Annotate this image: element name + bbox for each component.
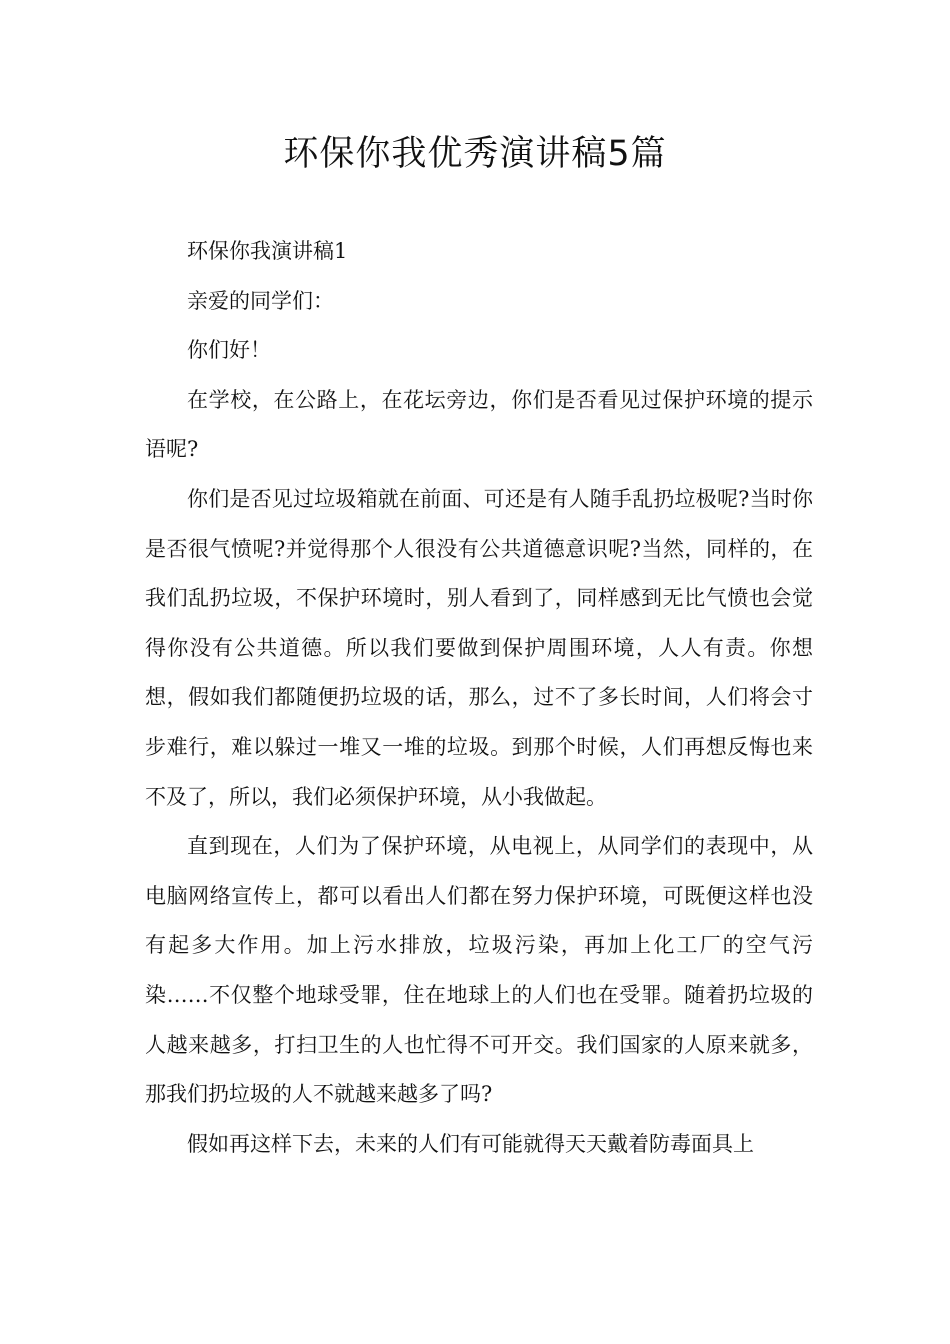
paragraph: 直到现在，人们为了保护环境，从电视上，从同学们的表现中，从电脑网络宣传上，都可以看出人们都在努力保护环境，可既便这样也没有起多大作用。加上污水排放，垃圾污染，再加上化工厂的空气污染……不仅整个地球受罪，住在地球上的人们也在受罪。随着扔垃圾的人越来越多，打扫卫生的人也忙得不可开交。我们国家的人原来就多，那我们扔垃圾的人不就越来越多了吗? xyxy=(145,834,813,1107)
salutation: 亲爱的同学们： xyxy=(187,288,334,313)
greeting: 你们好！ xyxy=(187,338,271,363)
paragraph: 假如再这样下去，未来的人们有可能就得天天戴着防毒面具上 xyxy=(187,1131,754,1156)
paragraph: 你们是否见过垃圾箱就在前面、可还是有人随手乱扔垃极呢?当时你是否很气愤呢?并觉得那个人很没有公共道德意识呢?当然，同样的，在我们乱扔垃圾，不保护环境时，别人看到了，同样感到无比气愤也会觉得你没有公共道德。所以我们要做到保护周围环境，人人有责。你想想，假如我们都随便扔垃圾的话，那么，过不了多长时间，人们将会寸步难行，难以躲过一堆又一堆的垃圾。到那个时候，人们再想反悔也来不及了，所以，我们必须保护环境，从小我做起。 xyxy=(145,486,813,809)
speech-heading: 环保你我演讲稿1 xyxy=(187,239,348,263)
document-title: 环保你我优秀演讲稿5篇 xyxy=(283,134,667,174)
paragraph: 在学校，在公路上，在花坛旁边，你们是否看见过保护环境的提示语呢? xyxy=(145,387,813,462)
document-body xyxy=(145,227,813,1169)
